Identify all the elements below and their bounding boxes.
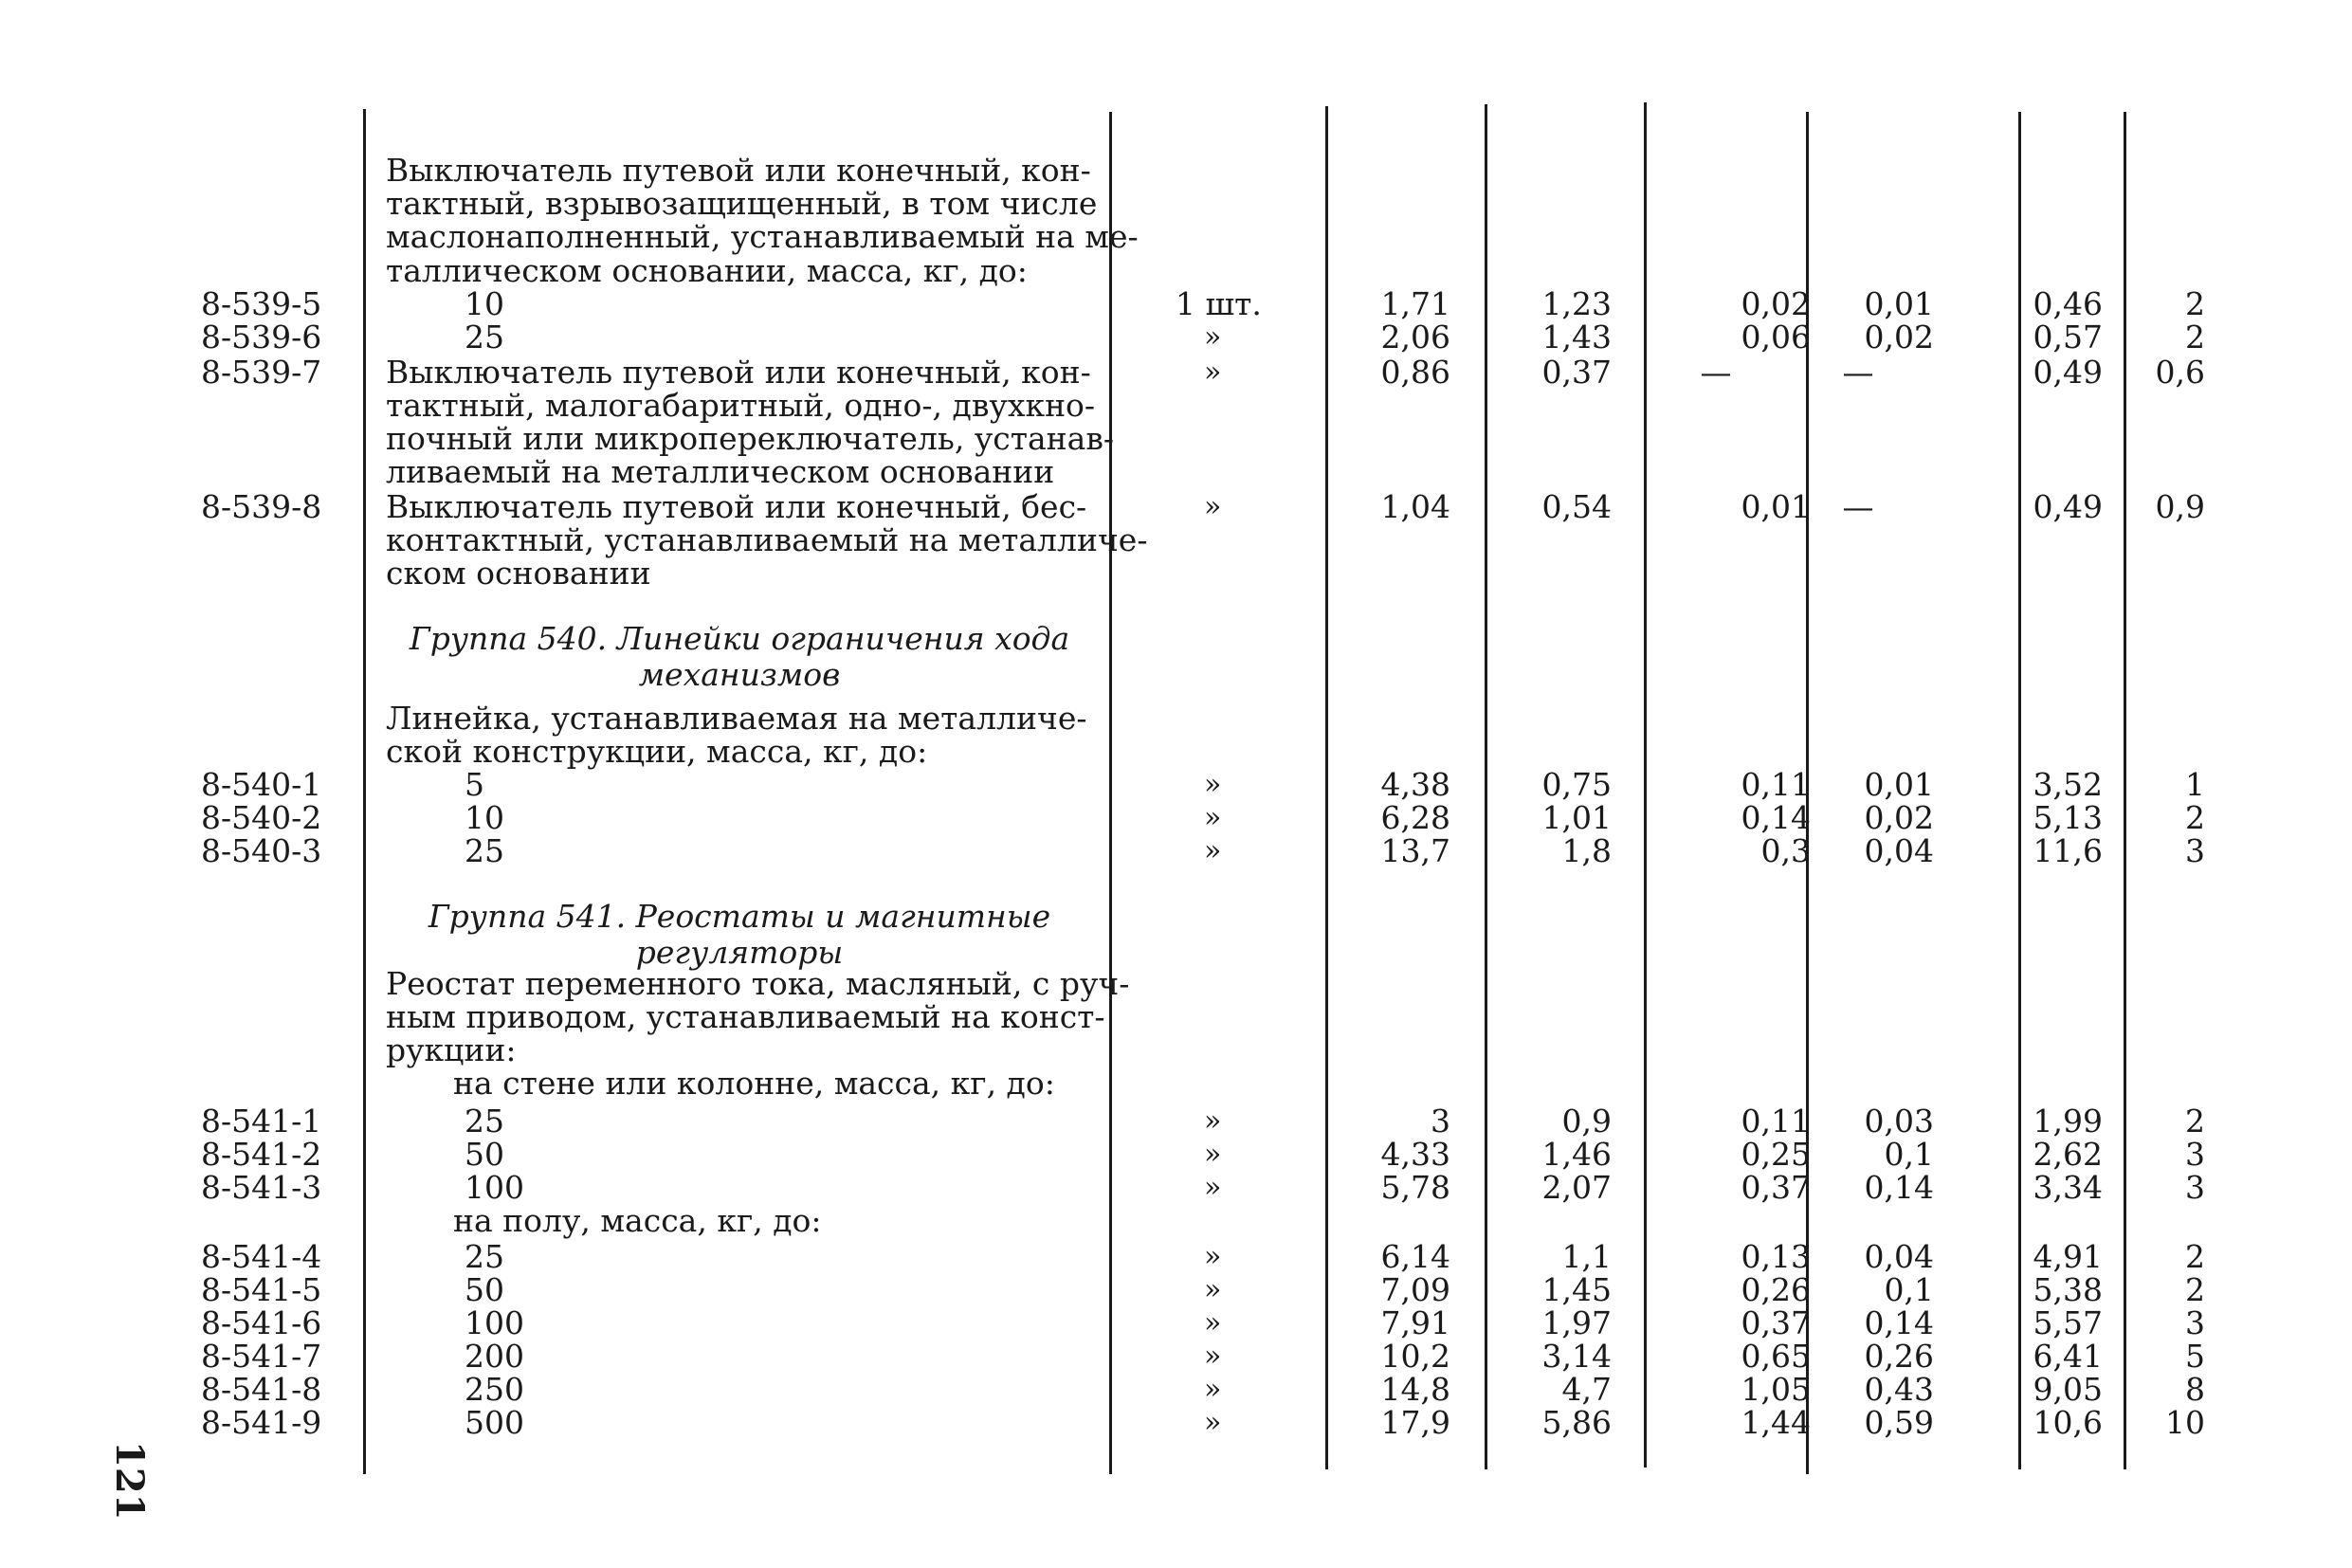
unit-of-measure: » <box>1204 768 1222 801</box>
direct-costs: 1,71 <box>1380 285 1450 322</box>
work-description: ливаемый на металлическом основании <box>386 453 1055 490</box>
direct-costs: 10,2 <box>1380 1338 1450 1375</box>
direct-costs: 14,8 <box>1380 1371 1450 1408</box>
direct-costs: 3 <box>1431 1103 1450 1140</box>
materials: 9,05 <box>2033 1371 2103 1408</box>
position-code: 8-539-5 <box>201 285 322 322</box>
direct-costs: 13,7 <box>1380 832 1450 869</box>
labor-hours: 8 <box>2185 1371 2205 1408</box>
work-description: контактный, устанавливаемый на металличе- <box>386 521 1148 558</box>
table-row <box>0 1171 2352 1209</box>
wages: 2,07 <box>1541 1169 1612 1206</box>
machine-cost: 0,37 <box>1741 1304 1811 1341</box>
machinist-wages: 0,14 <box>1864 1304 1934 1341</box>
materials: 0,49 <box>2033 488 2103 525</box>
mass-value: 50 <box>465 1136 504 1173</box>
unit-of-measure: » <box>1204 1104 1222 1138</box>
unit-of-measure: » <box>1204 1306 1222 1340</box>
table-row <box>0 768 2352 806</box>
machine-cost: 0,02 <box>1741 285 1811 322</box>
machine-cost: 0,11 <box>1741 766 1811 803</box>
table-row <box>0 1138 2352 1176</box>
work-description: ской конструкции, масса, кг, до: <box>386 733 928 770</box>
materials: 3,52 <box>2033 766 2103 803</box>
page-number: 121 <box>107 1441 152 1521</box>
unit-of-measure: » <box>1204 1373 1222 1406</box>
labor-hours: 2 <box>2185 285 2205 322</box>
table-row <box>0 523 2352 561</box>
table-row <box>0 556 2352 594</box>
labor-hours: 2 <box>2185 1271 2205 1308</box>
labor-hours: 2 <box>2185 1103 2205 1140</box>
mass-value: 200 <box>465 1338 524 1375</box>
table-row <box>0 287 2352 325</box>
wages: 1,8 <box>1561 832 1612 869</box>
position-code: 8-541-8 <box>201 1371 322 1408</box>
direct-costs: 1,04 <box>1380 488 1450 525</box>
materials: 5,38 <box>2033 1271 2103 1308</box>
wages: 1,43 <box>1541 319 1612 356</box>
machinist-wages: 0,1 <box>1884 1271 1934 1308</box>
wages: 1,01 <box>1541 799 1612 836</box>
machine-cost: 0,65 <box>1741 1338 1811 1375</box>
position-code: 8-540-2 <box>201 799 322 836</box>
labor-hours: 0,9 <box>2155 488 2205 525</box>
materials: 4,91 <box>2033 1238 2103 1275</box>
work-description: ным приводом, устанавливаемый на конст- <box>386 998 1105 1035</box>
machinist-wages: — <box>1842 354 1874 391</box>
machinist-wages: 0,1 <box>1884 1136 1934 1173</box>
unit-of-measure: » <box>1204 490 1222 523</box>
machine-cost: 0,14 <box>1741 799 1811 836</box>
mass-value: 25 <box>465 1238 504 1275</box>
table-row <box>0 389 2352 427</box>
labor-hours: 3 <box>2185 1136 2205 1173</box>
labor-hours: 3 <box>2185 1169 2205 1206</box>
materials: 11,6 <box>2033 832 2103 869</box>
unit-of-measure: » <box>1204 356 1222 389</box>
machine-cost: 0,3 <box>1760 832 1811 869</box>
work-description: Выключатель путевой или конечный, кон- <box>386 152 1091 189</box>
machinist-wages: 0,59 <box>1864 1404 1934 1441</box>
materials: 0,49 <box>2033 354 2103 391</box>
work-description: Линейка, устанавливаемая на металличе- <box>386 700 1087 737</box>
materials: 0,46 <box>2033 285 2103 322</box>
direct-costs: 0,86 <box>1380 354 1450 391</box>
machinist-wages: 0,04 <box>1864 1238 1934 1275</box>
work-description: рукции: <box>386 1031 517 1068</box>
work-description: Реостат переменного тока, масляный, с руч- <box>386 965 1130 1002</box>
table-row <box>0 1373 2352 1411</box>
wages: 1,46 <box>1541 1136 1612 1173</box>
group-541-heading <box>379 899 1100 971</box>
machine-cost: 0,11 <box>1741 1103 1811 1140</box>
direct-costs: 5,78 <box>1380 1169 1450 1206</box>
mass-value: 50 <box>465 1271 504 1308</box>
labor-hours: 0,6 <box>2155 354 2205 391</box>
unit-of-measure: » <box>1204 320 1222 354</box>
machinist-wages: 0,03 <box>1864 1103 1934 1140</box>
direct-costs: 4,38 <box>1380 766 1450 803</box>
work-description: тактный, малогабаритный, одно-, двухкно- <box>386 387 1096 424</box>
machine-cost: 0,13 <box>1741 1238 1811 1275</box>
materials: 5,57 <box>2033 1304 2103 1341</box>
materials: 2,62 <box>2033 1136 2103 1173</box>
machinist-wages: 0,01 <box>1864 285 1934 322</box>
table-row <box>0 187 2352 225</box>
table-row <box>0 490 2352 528</box>
wages: 1,1 <box>1561 1238 1612 1275</box>
materials: 3,34 <box>2033 1169 2103 1206</box>
work-description: маслонаполненный, устанавливаемый на ме- <box>386 218 1139 255</box>
work-description: таллическом основании, масса, кг, до: <box>386 252 1028 289</box>
labor-hours: 3 <box>2185 832 2205 869</box>
machine-cost: 1,44 <box>1741 1404 1811 1441</box>
wages: 1,23 <box>1541 285 1612 322</box>
group-540-title: Группа 540. Линейки ограничения хода <box>409 620 1070 657</box>
machine-cost: 1,05 <box>1741 1371 1811 1408</box>
materials: 5,13 <box>2033 799 2103 836</box>
position-code: 8-539-7 <box>201 354 322 391</box>
machinist-wages: 0,02 <box>1864 799 1934 836</box>
labor-hours: 2 <box>2185 319 2205 356</box>
materials: 10,6 <box>2033 1404 2103 1441</box>
labor-hours: 10 <box>2165 1404 2205 1441</box>
mass-value: 25 <box>465 1103 504 1140</box>
direct-costs: 7,09 <box>1380 1271 1450 1308</box>
mass-value: 10 <box>465 285 504 322</box>
direct-costs: 6,14 <box>1380 1238 1450 1275</box>
machine-cost: 0,37 <box>1741 1169 1811 1206</box>
table-row <box>0 154 2352 191</box>
sub-heading: на полу, масса, кг, до: <box>453 1202 822 1239</box>
position-code: 8-541-4 <box>201 1238 322 1275</box>
mass-value: 100 <box>465 1304 524 1341</box>
unit-of-measure: » <box>1204 1340 1222 1373</box>
table-row <box>0 356 2352 393</box>
work-description: ском основании <box>386 555 651 592</box>
group-540-heading <box>379 621 1100 693</box>
unit-of-measure: » <box>1204 1138 1222 1171</box>
position-code: 8-539-8 <box>201 488 322 525</box>
table-row <box>0 220 2352 258</box>
table-row <box>0 1067 2352 1104</box>
position-code: 8-540-1 <box>201 766 322 803</box>
wages: 0,54 <box>1541 488 1612 525</box>
table-row <box>0 422 2352 460</box>
machinist-wages: 0,14 <box>1864 1169 1934 1206</box>
work-description: Выключатель путевой или конечный, кон- <box>386 354 1091 391</box>
unit-of-measure: » <box>1204 1406 1222 1439</box>
sub-heading: на стене или колонне, масса, кг, до: <box>453 1065 1055 1102</box>
unit-of-measure: » <box>1204 1171 1222 1204</box>
table-row <box>0 967 2352 1005</box>
direct-costs: 4,33 <box>1380 1136 1450 1173</box>
position-code: 8-541-7 <box>201 1338 322 1375</box>
wages: 3,14 <box>1541 1338 1612 1375</box>
table-row <box>0 1104 2352 1142</box>
labor-hours: 3 <box>2185 1304 2205 1341</box>
machinist-wages: 0,43 <box>1864 1371 1934 1408</box>
position-code: 8-541-6 <box>201 1304 322 1341</box>
labor-hours: 2 <box>2185 1238 2205 1275</box>
mass-value: 500 <box>465 1404 524 1441</box>
unit-of-measure: » <box>1204 834 1222 867</box>
group-541-subtitle: регуляторы <box>635 934 844 971</box>
table-row <box>0 1033 2352 1071</box>
group-541-title: Группа 541. Реостаты и магнитные <box>428 898 1051 935</box>
unit-of-measure: » <box>1204 1273 1222 1306</box>
unit-of-measure: » <box>1204 1240 1222 1273</box>
mass-value: 25 <box>465 319 504 356</box>
table-row <box>0 735 2352 773</box>
direct-costs: 6,28 <box>1380 799 1450 836</box>
position-code: 8-541-9 <box>201 1404 322 1441</box>
machine-cost: 0,26 <box>1741 1271 1811 1308</box>
unit-of-measure: 1 шт. <box>1176 285 1262 322</box>
materials: 6,41 <box>2033 1338 2103 1375</box>
wages: 1,45 <box>1541 1271 1612 1308</box>
direct-costs: 2,06 <box>1380 319 1450 356</box>
wages: 4,7 <box>1561 1371 1612 1408</box>
table-row <box>0 1240 2352 1278</box>
work-description: Выключатель путевой или конечный, бес- <box>386 488 1087 525</box>
machinist-wages: 0,02 <box>1864 319 1934 356</box>
labor-hours: 5 <box>2185 1338 2205 1375</box>
table-row <box>0 1273 2352 1311</box>
work-description: тактный, взрывозащищенный, в том числе <box>386 185 1098 222</box>
direct-costs: 7,91 <box>1380 1304 1450 1341</box>
table-row <box>0 834 2352 872</box>
table-row <box>0 702 2352 739</box>
work-description: почный или микропереключатель, устанав- <box>386 420 1115 457</box>
table-row <box>0 1406 2352 1444</box>
position-code: 8-540-3 <box>201 832 322 869</box>
position-code: 8-541-5 <box>201 1271 322 1308</box>
table-row <box>0 455 2352 493</box>
position-code: 8-541-3 <box>201 1169 322 1206</box>
group-540-subtitle: механизмов <box>638 656 841 693</box>
table-row <box>0 1340 2352 1377</box>
mass-value: 10 <box>465 799 504 836</box>
wages: 0,9 <box>1561 1103 1612 1140</box>
mass-value: 250 <box>465 1371 524 1408</box>
machinist-wages: — <box>1842 488 1874 525</box>
table-row <box>0 1204 2352 1242</box>
machinist-wages: 0,04 <box>1864 832 1934 869</box>
labor-hours: 1 <box>2185 766 2205 803</box>
labor-hours: 2 <box>2185 799 2205 836</box>
direct-costs: 17,9 <box>1380 1404 1450 1441</box>
machine-cost: — <box>1700 354 1732 391</box>
table-row <box>0 801 2352 839</box>
mass-value: 5 <box>465 766 484 803</box>
wages: 5,86 <box>1541 1404 1612 1441</box>
machine-cost: 0,06 <box>1741 319 1811 356</box>
mass-value: 100 <box>465 1169 524 1206</box>
machinist-wages: 0,26 <box>1864 1338 1934 1375</box>
wages: 0,37 <box>1541 354 1612 391</box>
table-row <box>0 1306 2352 1344</box>
table-row <box>0 1000 2352 1038</box>
machinist-wages: 0,01 <box>1864 766 1934 803</box>
machine-cost: 0,01 <box>1741 488 1811 525</box>
table-row <box>0 320 2352 358</box>
machine-cost: 0,25 <box>1741 1136 1811 1173</box>
materials: 0,57 <box>2033 319 2103 356</box>
position-code: 8-541-1 <box>201 1103 322 1140</box>
position-code: 8-539-6 <box>201 319 322 356</box>
unit-of-measure: » <box>1204 801 1222 834</box>
position-code: 8-541-2 <box>201 1136 322 1173</box>
wages: 0,75 <box>1541 766 1612 803</box>
wages: 1,97 <box>1541 1304 1612 1341</box>
materials: 1,99 <box>2033 1103 2103 1140</box>
mass-value: 25 <box>465 832 504 869</box>
